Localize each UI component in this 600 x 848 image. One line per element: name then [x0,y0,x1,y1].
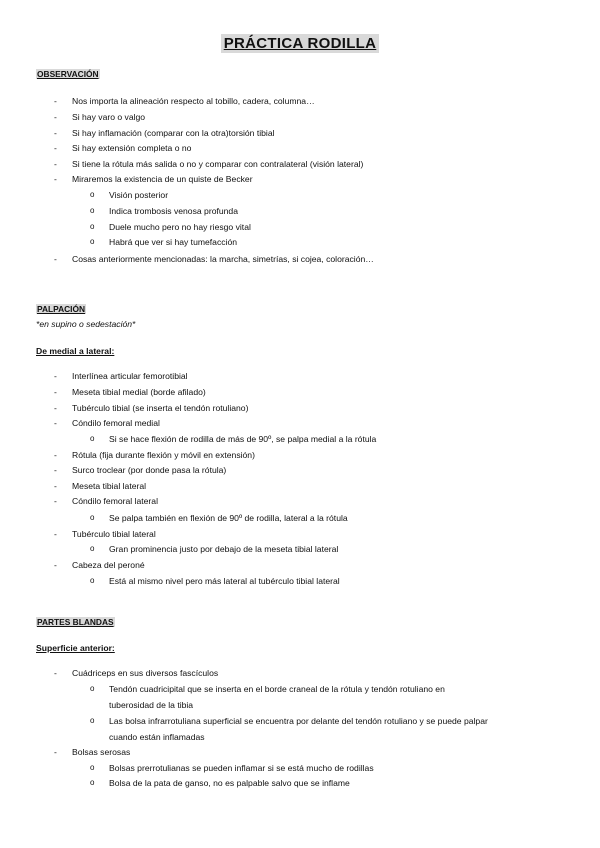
palpacion-heading: PALPACIÓN [37,304,86,314]
title-block [0,34,600,53]
palpacion-note: *en supino o sedestación* [36,319,136,329]
page-title: PRÁCTICA RODILLA [221,34,380,53]
partes-blandas-subheading: Superficie anterior: [36,643,115,653]
observacion-heading: OBSERVACIÓN [37,69,99,79]
palpacion-subheading: De medial a lateral: [36,346,115,356]
document-page: PRÁCTICA RODILLA OBSERVACIÓN - Nos importa la alineación respecto al tobillo, cadera, columna… - Si hay varo o valgo - Si hay inflamación (comparar con la otra)torsión tibial - Si hay extensión completa o no - Si tiene la rótula más salida o no y comparar con contralateral (visión lateral) - Miraremos la existencia de un quiste de Becker o Visión posterior o Indica trombosis venosa profunda o Duele mucho pero no hay riesgo vital o Habrá que ver si hay tumefacción - Cosas anteriormente mencionadas: la marcha, simetrías, si cojea, coloración… PALPACIÓN *en supino o sedestación* De medial a lateral: - Interlínea articular femorotibial - Meseta tibial medial (borde afilado) - Tubérculo tibial (se inserta el tendón rotuliano) - Cóndilo femoral medial o Si se hace flexión de rodilla de más de 90º, se palpa medial a la rótula - Rótula (fija durante flexión y móvil en extensión) - Surco troclear (por donde pasa la rótula) - Meseta tibial lateral - Cóndilo femoral lateral o Se palpa también en flexión de 90º de rodilla, lateral a la rótula - Tubérculo tibial lateral o Gran prominencia justo por debajo de la meseta tibial lateral - Cabeza del peroné o Está al mismo nivel pero más lateral al tubérculo tibial lateral PARTES BLANDAS Superficie anterior: - Cuádriceps en sus diversos fascículos o Tendón cuadricipital que se inserta en el borde craneal de la rótula y tendón rotuliano en tuberosidad de la tibia o Las bolsa infrarrotuliana superficial se encuentra por delante del tendón rotuliano y se puede palpar cuando están inflamadas - Bolsas serosas o Bolsas prerrotulianas se pueden inflamar si se está mucho de rodillas o Bolsa de la pata de ganso, no es palpable salvo que se inflame [0,0,600,848]
partes-blandas-heading: PARTES BLANDAS [37,617,114,627]
